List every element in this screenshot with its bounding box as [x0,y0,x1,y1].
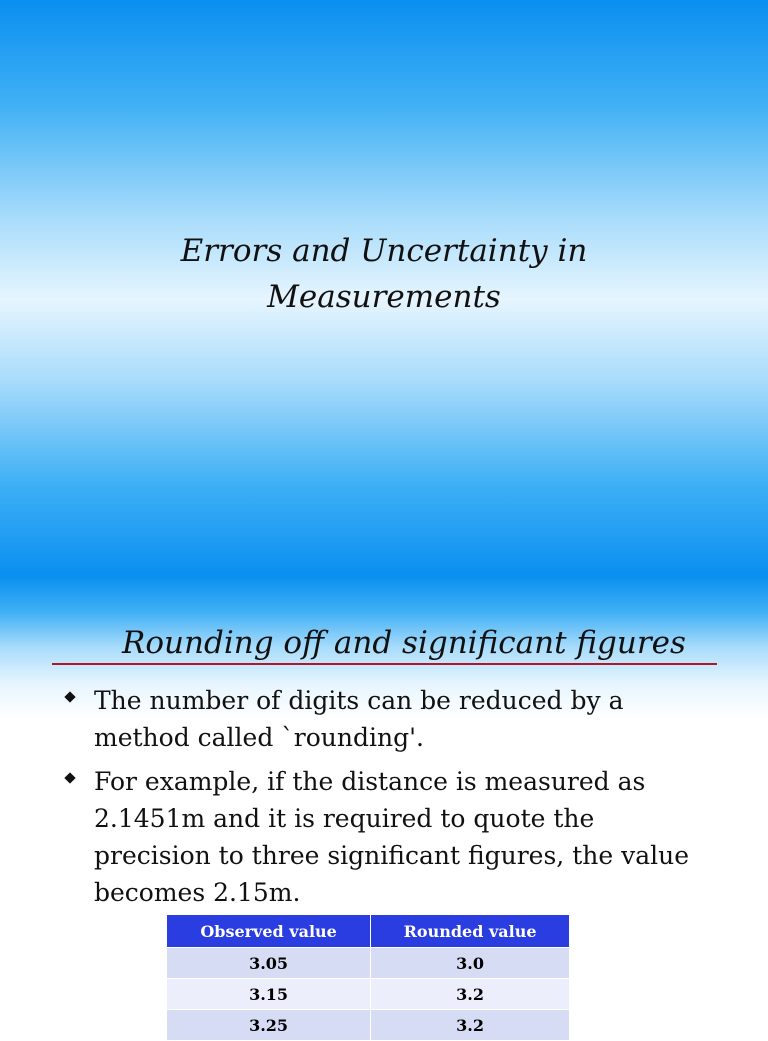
title-line-1: Errors and Uncertainty in [180,233,588,269]
header-observed-value: Observed value [167,915,371,948]
bullet-item [64,763,704,911]
table-row [167,979,570,1010]
table-row [167,948,570,979]
presentation-title [84,228,684,320]
title-line-2: Measurements [267,279,501,315]
slide-heading: Rounding off and significant figures [122,625,686,661]
diamond-bullet-icon [64,772,75,783]
diamond-bullet-icon [64,691,75,702]
bullet-list [64,682,704,918]
observed-cell: 3.15 [167,979,371,1010]
bullet-item [64,682,704,756]
rounded-cell: 3.0 [371,948,570,979]
heading-underline [52,663,717,665]
bullet-text: The number of digits can be reduced by a method called `rounding'. [94,686,624,752]
header-rounded-value: Rounded value [371,915,570,948]
rounding-table [166,914,570,1041]
observed-cell: 3.25 [167,1010,371,1041]
rounded-cell: 3.2 [371,1010,570,1041]
table-row [167,1010,570,1041]
slide-rounding [0,576,768,1035]
rounded-cell: 3.2 [371,979,570,1010]
table-header-row [167,915,570,948]
bullet-text: For example, if the distance is measured as 2.1451m and it is required to quote the precision to three significant figures, the value becomes 2.15m. [94,767,690,907]
observed-cell: 3.05 [167,948,371,979]
